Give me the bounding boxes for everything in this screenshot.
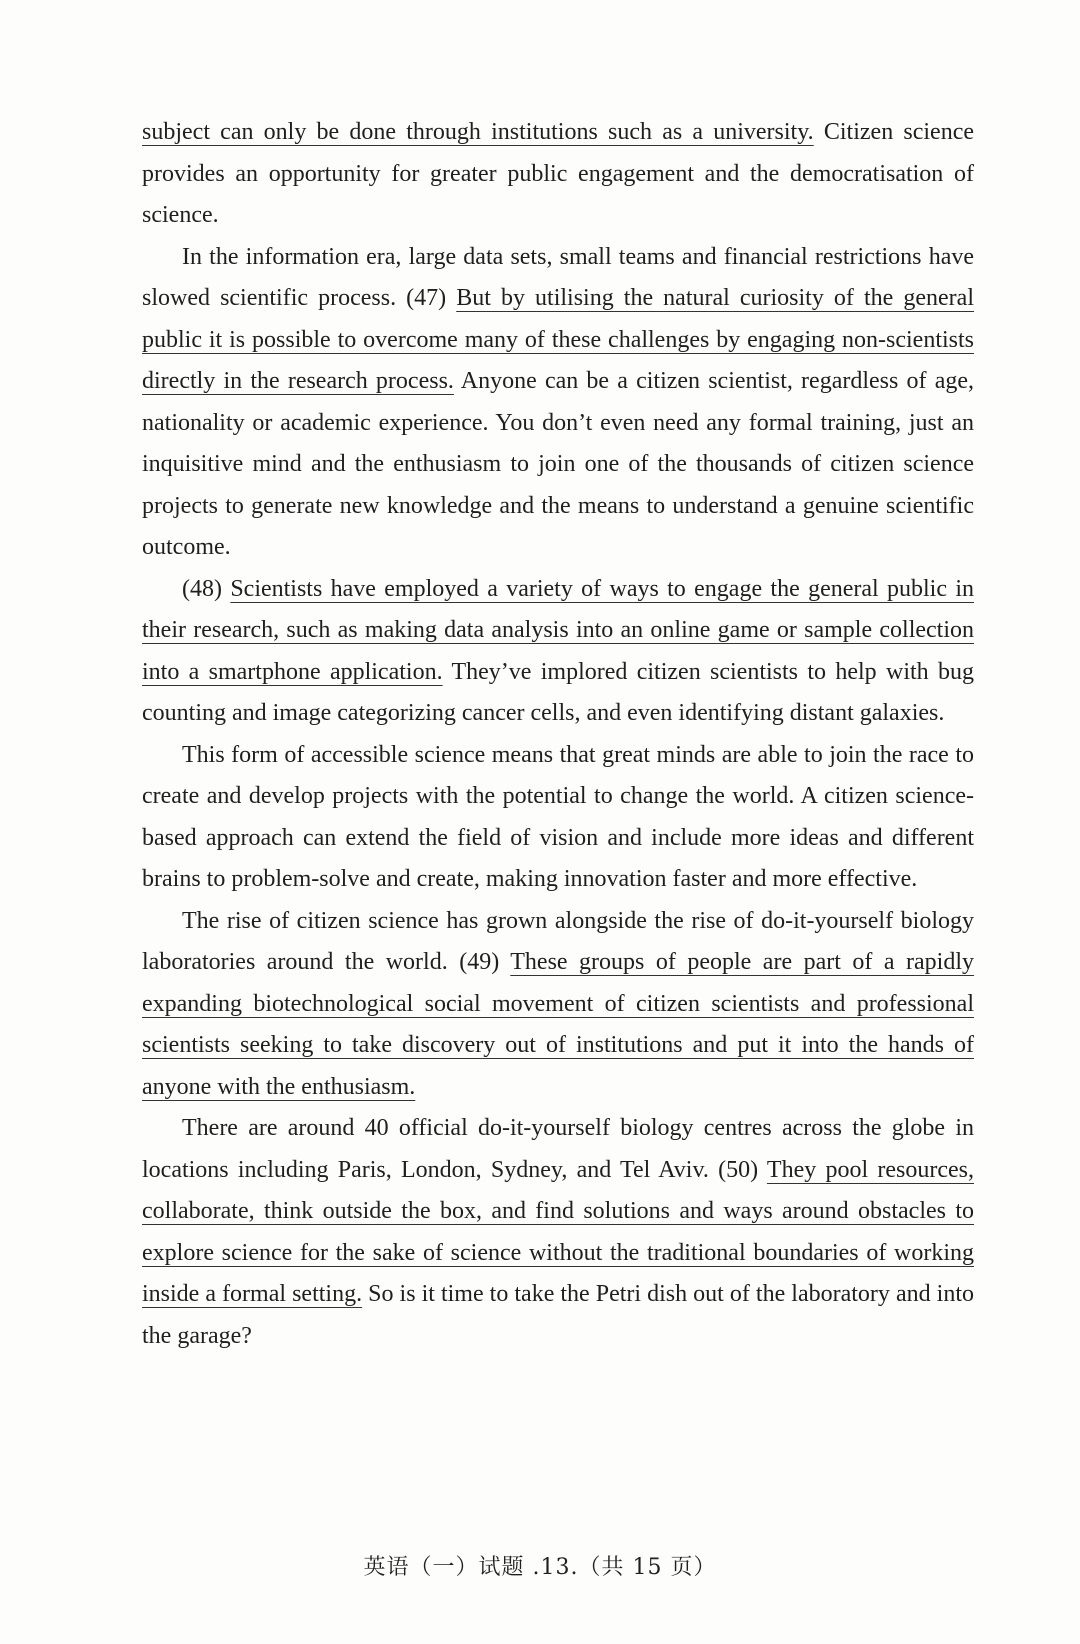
text-run: This form of accessible science means that great minds are able to join the race to create and develop projects with the potential to change the world. A citizen science-based approach can extend the field of vision and include more ideas and different brains to problem-solve and create, making innovation faster and more effective. [142, 741, 974, 892]
passage-text [142, 112, 974, 1357]
text-run: So is it time to take the Petri dish out of the laboratory and into the garage? [142, 1281, 974, 1349]
text-run: They’ve implored citizen scientists to help with bug counting and image categorizing cancer cells, and even identifying distant galaxies. [142, 658, 974, 726]
paragraph [142, 569, 974, 735]
text-run: Anyone can be a citizen scientist, regardless of age, nationality or academic experience. You don’t even need any formal training, just an inquisitive mind and the enthusiasm to join one of the thousands of citizen science projects to generate new knowledge and the means to understand a genuine scientific outcome. [142, 368, 974, 560]
paragraph [142, 735, 974, 901]
underlined-sentence: subject can only be done through institutions such as a university. [142, 119, 814, 145]
text-run: Citizen science provides an opportunity for greater public engagement and the democratisation of science. [142, 119, 975, 228]
paragraph [142, 112, 974, 237]
text-run: There are around 40 official do-it-yourself biology centres across the globe in locations including Paris, London, Sydney, and Tel Aviv. (50) [142, 1115, 974, 1183]
underlined-sentence: These groups of people are part of a rapidly expanding biotechnological social movement of citizen scientists and professional scientists seeking to take discovery out of institutions and put it into the hands of anyone with the enthusiasm. [142, 949, 974, 1100]
text-run: The rise of citizen science has grown alongside the rise of do-it-yourself biology laboratories around the world. (49) [142, 907, 974, 975]
paragraph [142, 901, 974, 1109]
underlined-sentence: They pool resources, collaborate, think outside the box, and find solutions and ways around obstacles to explore science for the sake of science without the traditional boundaries of working inside a formal setting. [142, 1156, 974, 1307]
text-run: (48) [182, 575, 231, 602]
text-run: In the information era, large data sets, small teams and financial restrictions have slowed scientific process. (47) [142, 243, 974, 311]
paragraph [142, 237, 974, 569]
page-footer: 英语（一）试题 .13.（共 15 页） [363, 1555, 717, 1580]
underlined-sentence: Scientists have employed a variety of ways to engage the general public in their research, such as making data analysis into an online game or sample collection into a smartphone application. [142, 575, 974, 685]
paragraph [142, 1108, 974, 1357]
underlined-sentence: But by utilising the natural curiosity of the general public it is possible to overcome many of these challenges by engaging non-scientists directly in the research process. [142, 285, 974, 394]
